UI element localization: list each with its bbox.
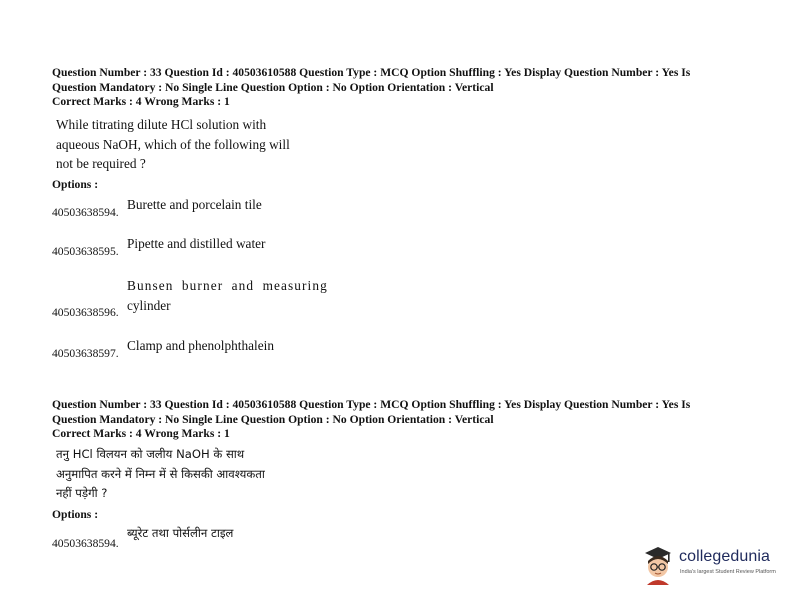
- question-1-text-line-2: aqueous NaOH, which of the following will: [56, 136, 290, 152]
- graduate-avatar-icon: [641, 545, 675, 585]
- question-1-option-4-text: Clamp and phenolphthalein: [127, 338, 274, 353]
- question-1-meta-line-1: Question Number : 33 Question Id : 40503610588 Question Type : MCQ Option Shuffling : Yes Display Question Number : Yes Is: [52, 66, 691, 79]
- question-2-option-1-text: ब्यूरेट तथा पोर्सलीन टाइल: [127, 526, 234, 540]
- question-1-option-3-text-line-2: cylinder: [127, 298, 171, 313]
- question-1-option-3-id: 40503638596.: [52, 306, 119, 319]
- question-2-options-label: Options :: [52, 508, 99, 521]
- question-1-option-1-id: 40503638594.: [52, 206, 119, 219]
- question-1-marks: Correct Marks : 4 Wrong Marks : 1: [52, 95, 230, 108]
- question-1-option-4-id: 40503638597.: [52, 347, 119, 360]
- question-1-meta-line-2: Question Mandatory : No Single Line Question Option : No Option Orientation : Vertical: [52, 80, 494, 94]
- collegedunia-logo: [641, 545, 786, 587]
- question-1-text-line-3: not be required ?: [56, 156, 146, 171]
- logo-name: collegedunia: [679, 548, 771, 565]
- question-1-text: [56, 115, 290, 174]
- question-2-meta-line-2: Question Mandatory : No Single Line Question Option : No Option Orientation : Vertical: [52, 412, 494, 426]
- question-1-option-3-text-line-1: Bunsen burner and measuring: [127, 278, 328, 293]
- question-2-text-line-3: नहीं पड़ेगी ?: [56, 486, 108, 500]
- question-2-meta-line-1: Question Number : 33 Question Id : 40503610588 Question Type : MCQ Option Shuffling : Yes Display Question Number : Yes Is: [52, 398, 691, 411]
- question-2-marks: Correct Marks : 4 Wrong Marks : 1: [52, 427, 230, 440]
- question-2-option-1-id: 40503638594.: [52, 537, 119, 550]
- question-1-option-1-text: Burette and porcelain tile: [127, 197, 262, 212]
- question-2-text: [56, 445, 265, 504]
- question-1-meta: [52, 66, 752, 110]
- question-2-text-line-2: अनुमापित करने में निम्न में से किसकी आवश्यकता: [56, 466, 265, 481]
- question-1-options-label: Options :: [52, 178, 99, 191]
- question-2-meta: [52, 398, 752, 442]
- question-1-option-2-id: 40503638595.: [52, 245, 119, 258]
- question-1-text-line-1: While titrating dilute HCl solution with: [56, 117, 267, 132]
- logo-tagline: India's largest Student Review Platform: [680, 569, 776, 575]
- question-2-text-line-1: तनु HCl विलयन को जलीय NaOH के साथ: [56, 447, 245, 461]
- question-1-option-2-text: Pipette and distilled water: [127, 236, 266, 251]
